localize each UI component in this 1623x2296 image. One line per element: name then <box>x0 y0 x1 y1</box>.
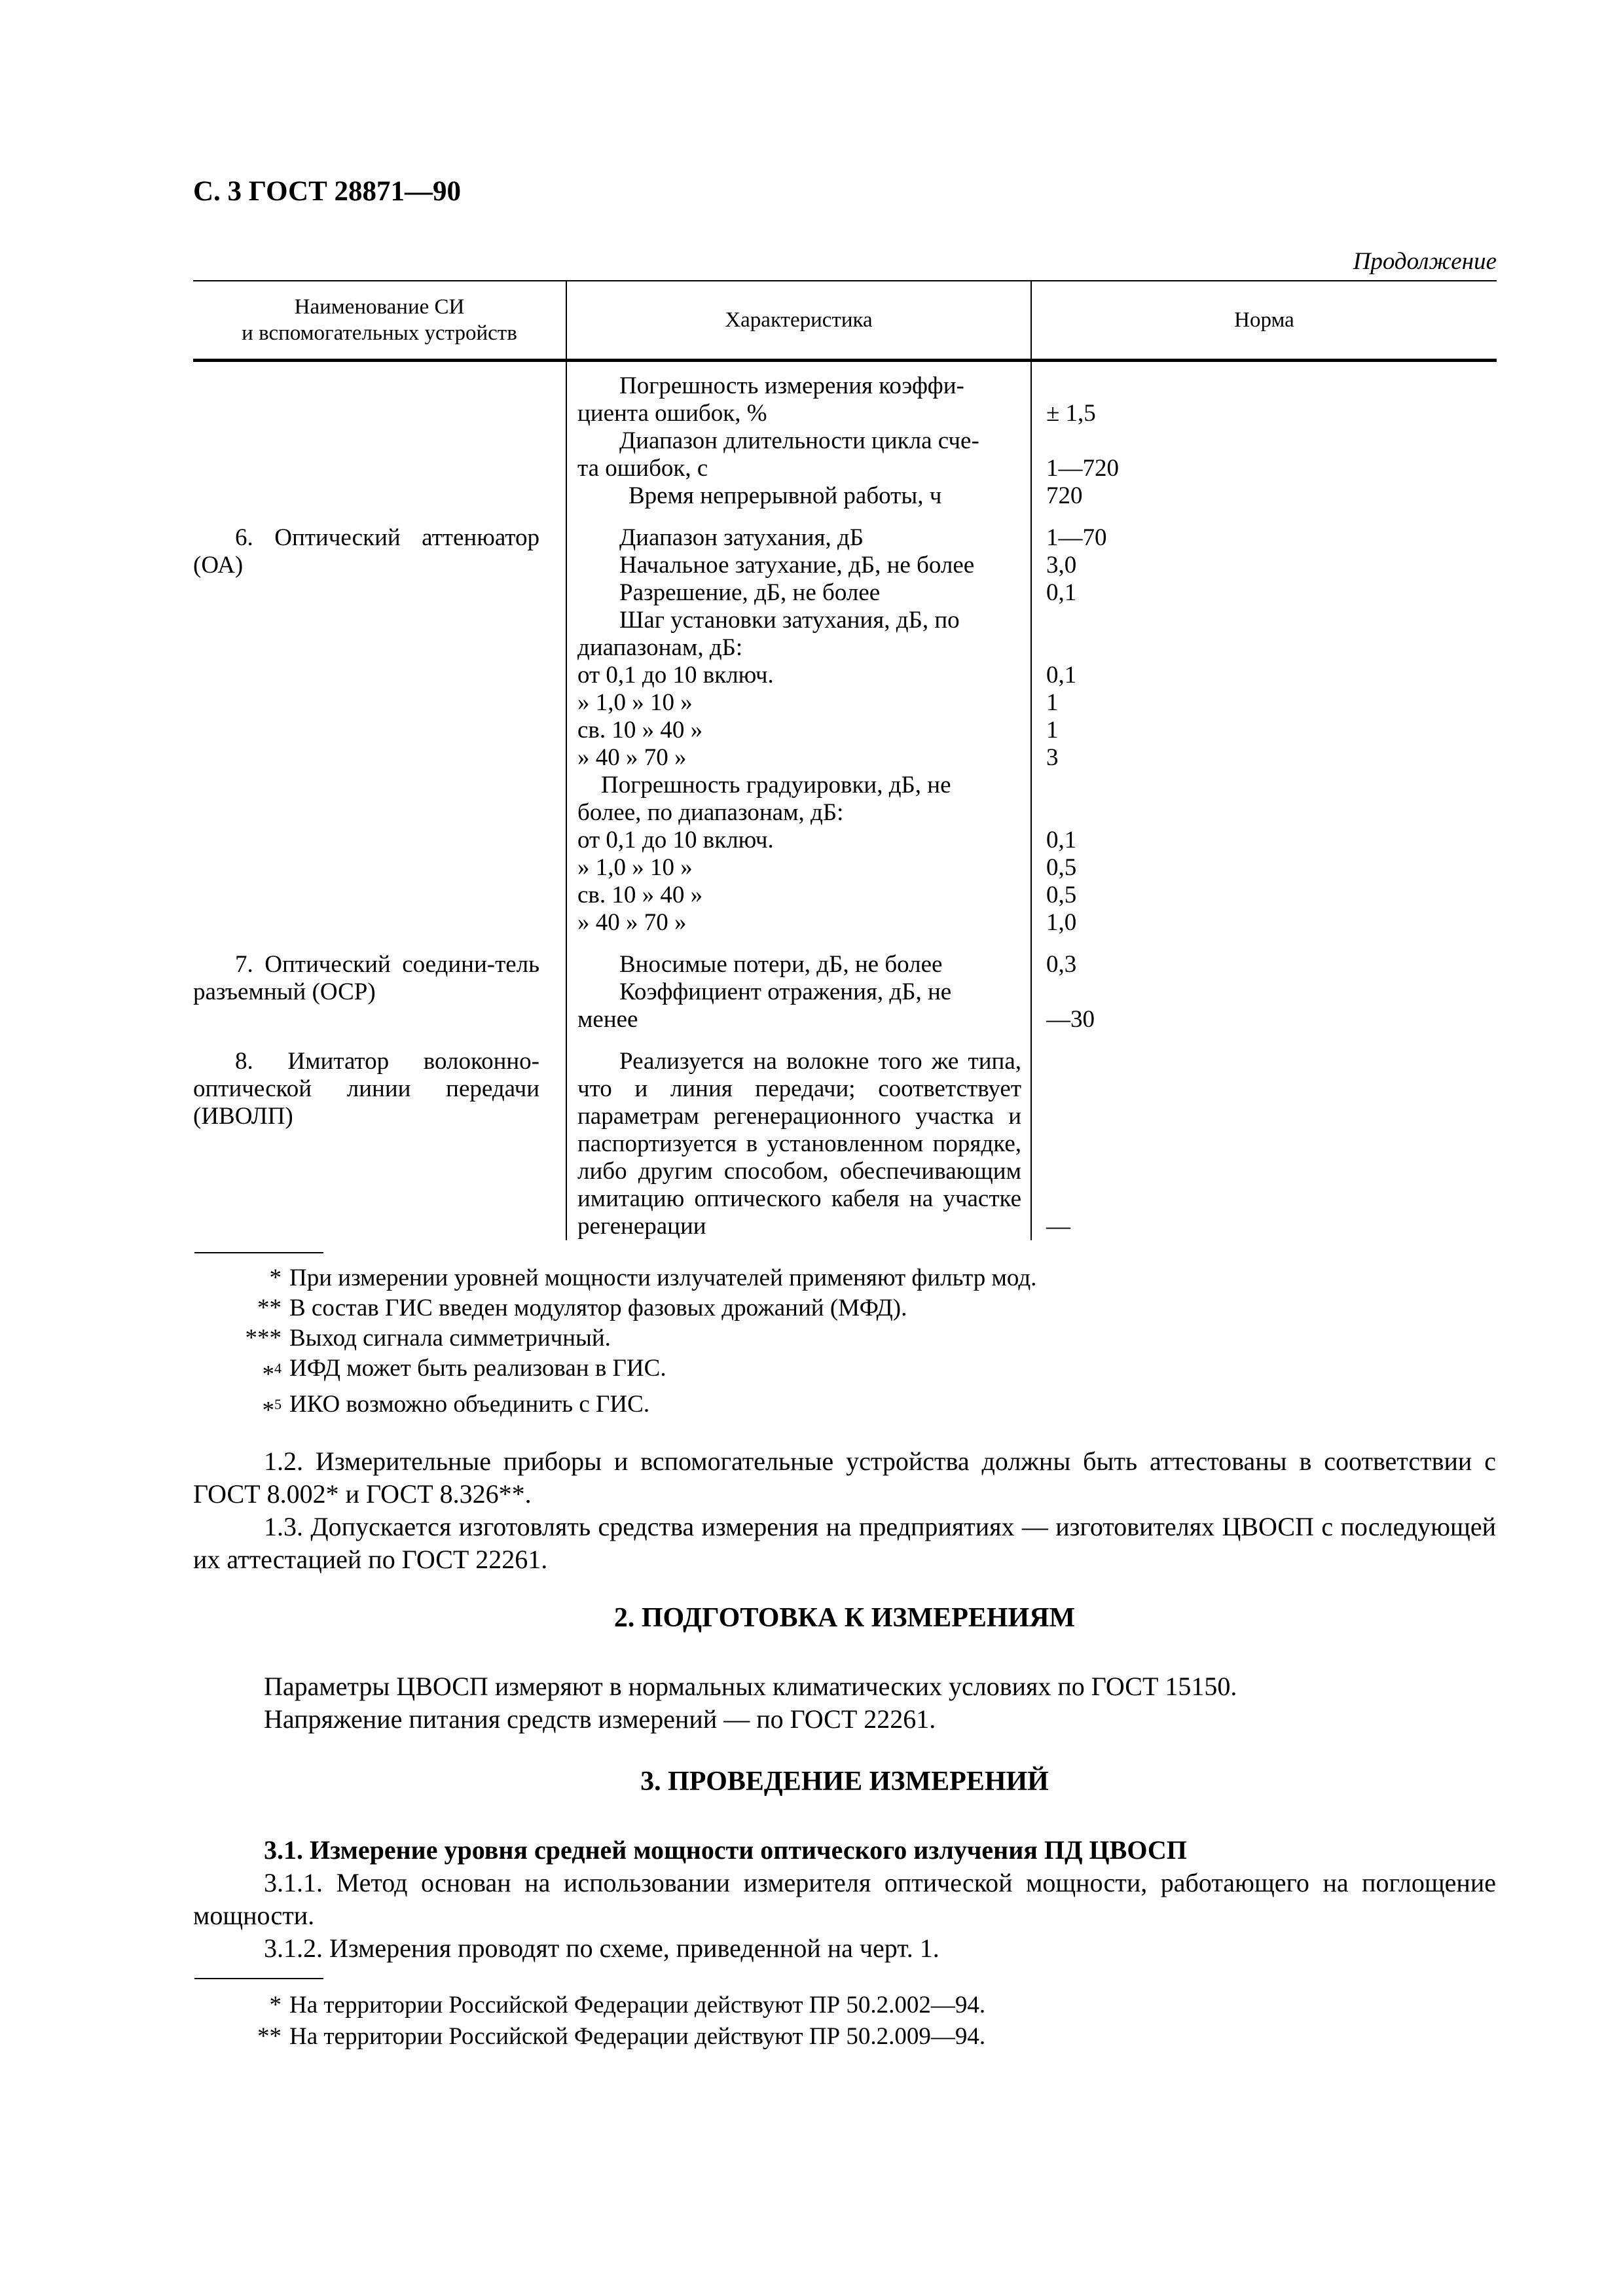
cell-text: Разрешение, дБ, не более <box>619 579 881 606</box>
cell-text: Реализуется на волокне того же типа, что и линия передачи; соответствует параметрам регенерационного участка и паспортизуется в установленном порядке, либо другим способом, обеспечивающим имитацию оптического кабеля на участке регенерации <box>577 1048 1021 1240</box>
cell-value: 0,1 <box>1046 662 1077 689</box>
table-footnotes <box>216 1263 1395 1426</box>
cell-text: Начальное затухание, дБ, не более <box>619 552 975 579</box>
row-name: 6. Оптический аттенюатор (ОА) <box>193 524 539 579</box>
cell-value: — <box>1046 1213 1070 1240</box>
paragraph: Параметры ЦВОСП измеряют в нормальных климатических условиях по ГОСТ 15150. <box>264 1672 1237 1701</box>
footnote-divider <box>194 1252 323 1253</box>
column-header-norm: Норма <box>1031 281 1497 361</box>
cell-text: Вносимые потери, дБ, не более <box>619 951 943 978</box>
paragraph-1-3: 1.3. Допускается изготовлять средства измерения на предприятиях — изготовителях ЦВОСП с последующей их аттестацией по ГОСТ 22261. <box>193 1512 1496 1574</box>
cell-text: » 1,0 » 10 » <box>577 854 693 881</box>
cell-text: та ошибок, с <box>577 455 708 482</box>
cell-value: 0,1 <box>1046 579 1077 606</box>
cell-value: 1 <box>1046 689 1059 716</box>
specification-table <box>193 280 1497 1240</box>
table-header-row <box>193 281 1497 361</box>
cell-text: Диапазон затухания, дБ <box>619 524 864 551</box>
section-2-title: 2. ПОДГОТОВКА К ИЗМЕРЕНИЯМ <box>613 1603 1076 1633</box>
cell-value: 0,3 <box>1046 951 1077 978</box>
table-row <box>193 361 1497 511</box>
cell-text: Коэффициент отражения, дБ, не <box>619 978 952 1005</box>
cell-text: диапазонам, дБ: <box>577 634 743 661</box>
cell-text: более, по диапазонам, дБ: <box>577 799 844 826</box>
body-paragraphs-1 <box>193 1445 1496 1576</box>
cell-text: Погрешность градуировки, дБ, не <box>601 772 951 798</box>
table-row <box>193 524 1497 937</box>
cell-text: от 0,1 до 10 включ. <box>577 827 774 853</box>
paragraph: Напряжение питания средств измерений — по ГОСТ 22261. <box>264 1704 936 1734</box>
cell-value: 0,5 <box>1046 882 1077 908</box>
cell-text: Погрешность измерения коэффи- <box>619 372 964 399</box>
footnote: ** В состав ГИС введен модулятор фазовых дрожаний (МФД). <box>257 1295 907 1321</box>
page-header: С. 3 ГОСТ 28871—90 <box>193 176 462 207</box>
section-3-title: 3. ПРОВЕДЕНИЕ ИЗМЕРЕНИЙ <box>640 1767 1049 1797</box>
cell-value: ± 1,5 <box>1046 400 1096 427</box>
cell-text: менее <box>577 1006 638 1033</box>
column-header-characteristic: Характеристика <box>566 281 1031 361</box>
cell-value: —30 <box>1046 1006 1095 1033</box>
cell-value: 0,1 <box>1046 827 1077 853</box>
cell-value: 1 <box>1046 717 1059 744</box>
cell-text: Шаг установки затухания, дБ, по <box>619 607 960 634</box>
cell-text: от 0,1 до 10 включ. <box>577 662 774 689</box>
section-3-body <box>193 1834 1496 1965</box>
footnote: * При измерении уровней мощности излучателей применяют фильтр мод. <box>269 1265 1037 1291</box>
column-header-name: Наименование СИ и вспомогательных устройств <box>193 281 566 361</box>
footnote: * На территории Российской Федерации действуют ПР 50.2.002—94. <box>269 1992 986 2018</box>
row-name: 8. Имитатор волоконно-оптической линии передачи (ИВОЛП) <box>193 1048 539 1130</box>
cell-text: св. 10 » 40 » <box>577 882 703 908</box>
cell-text: » 40 » 70 » <box>577 909 687 936</box>
cell-value: 1,0 <box>1046 909 1077 936</box>
cell-value: 720 <box>1046 482 1083 509</box>
table-row <box>193 1048 1497 1240</box>
row-name: 7. Оптический соедини-тель разъемный (ОСР) <box>193 951 539 1005</box>
cell-text: циента ошибок, % <box>577 400 767 427</box>
footnote: ** На территории Российской Федерации действуют ПР 50.2.009—94. <box>257 2023 986 2050</box>
cell-value: 3 <box>1046 744 1059 771</box>
paragraph-3-1-1: 3.1.1. Метод основан на использовании измерителя оптической мощности, работающего на поглощение мощности. <box>193 1868 1496 1930</box>
cell-text: Диапазон длительности цикла сче- <box>619 427 979 454</box>
subsection-3-1-heading: 3.1. Измерение уровня средней мощности оптического излучения ПД ЦВОСП <box>264 1835 1187 1865</box>
cell-value: 3,0 <box>1046 552 1077 579</box>
cell-text: » 1,0 » 10 » <box>577 689 693 716</box>
footnote-divider <box>194 1978 323 1979</box>
footnote: *** Выход сигнала симметричный. <box>245 1325 611 1352</box>
cell-value: 1—70 <box>1046 524 1107 551</box>
paragraph-3-1-2: 3.1.2. Измерения проводят по схеме, приведенной на черт. 1. <box>264 1933 939 1963</box>
cell-text: св. 10 » 40 » <box>577 717 703 744</box>
continuation-label: Продолжение <box>1353 248 1497 275</box>
page-footnotes <box>216 1990 1395 2053</box>
footnote: *$^5$ ИКО возможно объединить с ГИС. <box>262 1391 650 1424</box>
cell-value: 1—720 <box>1046 455 1119 482</box>
cell-value: 0,5 <box>1046 854 1077 881</box>
paragraph-1-2: 1.2. Измерительные приборы и вспомогательные устройства должны быть аттестованы в соответствии с ГОСТ 8.002* и ГОСТ 8.326**. <box>193 1446 1496 1509</box>
footnote: *$^4$ ИФД может быть реализован в ГИС. <box>262 1355 666 1388</box>
cell-text: Время непрерывной работы, ч <box>629 482 942 509</box>
section-2-body <box>193 1670 1496 1736</box>
cell-text: » 40 » 70 » <box>577 744 687 771</box>
table-row <box>193 951 1497 1033</box>
